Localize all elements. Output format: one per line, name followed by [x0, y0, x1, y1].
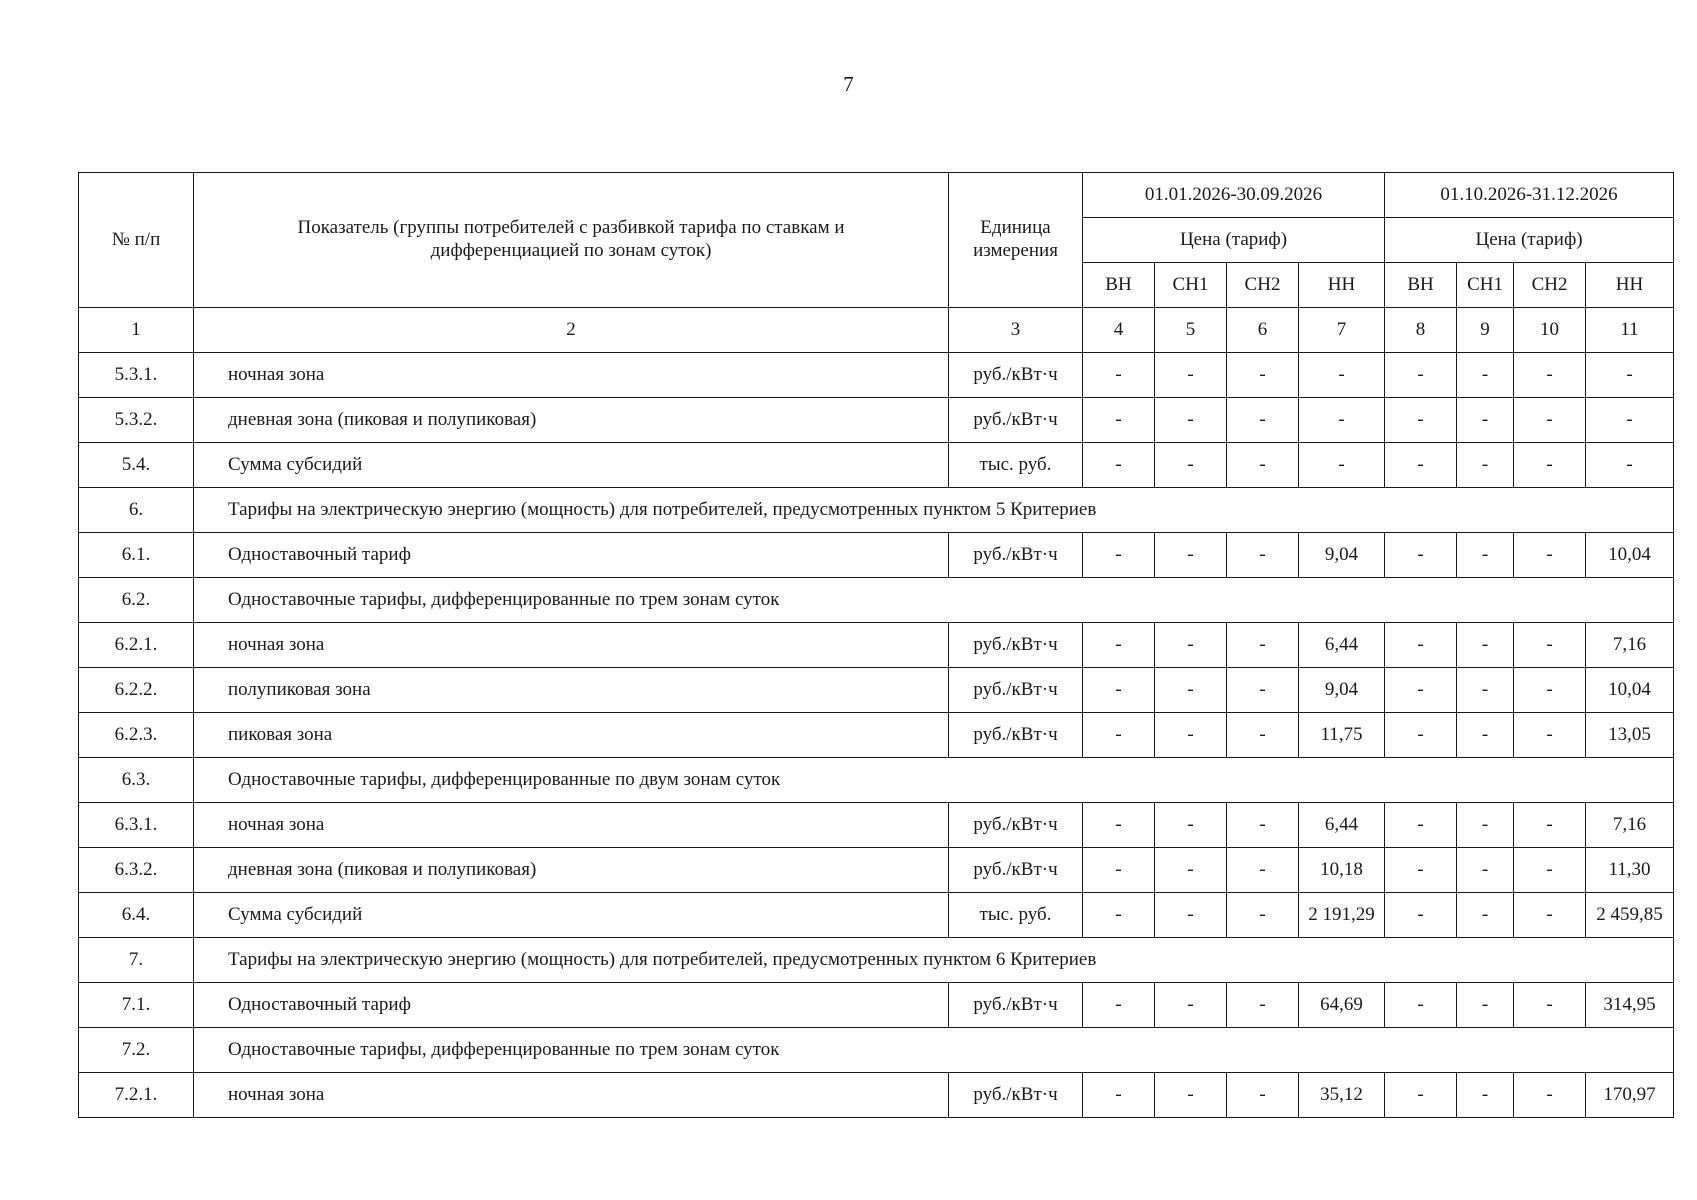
unit-cell: руб./кВт·ч	[949, 983, 1083, 1028]
value-cell: -	[1457, 353, 1514, 398]
header-num: № п/п	[79, 173, 194, 308]
unit-cell: руб./кВт·ч	[949, 1073, 1083, 1118]
value-cell: -	[1514, 443, 1586, 488]
indicator-name: Сумма субсидий	[194, 893, 949, 938]
row-number: 7.2.	[79, 1028, 194, 1073]
table-row	[79, 848, 1674, 893]
header-voltage: СН1	[1457, 263, 1514, 308]
header-row-column-numbers	[79, 308, 1674, 353]
column-number: 5	[1155, 308, 1227, 353]
indicator-name: ночная зона	[194, 353, 949, 398]
header-voltage: СН2	[1514, 263, 1586, 308]
value-cell: 64,69	[1299, 983, 1385, 1028]
section-row	[79, 758, 1674, 803]
value-cell: -	[1227, 1073, 1299, 1118]
value-cell: 9,04	[1299, 533, 1385, 578]
header-voltage: НН	[1586, 263, 1674, 308]
header-voltage: СН2	[1227, 263, 1299, 308]
value-cell: -	[1514, 848, 1586, 893]
value-cell: 9,04	[1299, 668, 1385, 713]
value-cell: -	[1385, 713, 1457, 758]
value-cell: 10,04	[1586, 668, 1674, 713]
section-title: Одноставочные тарифы, дифференцированные по трем зонам суток	[194, 578, 1674, 623]
value-cell: -	[1083, 353, 1155, 398]
column-number: 7	[1299, 308, 1385, 353]
value-cell: -	[1083, 893, 1155, 938]
value-cell: -	[1227, 533, 1299, 578]
value-cell: -	[1227, 443, 1299, 488]
value-cell: -	[1155, 893, 1227, 938]
table-row	[79, 398, 1674, 443]
value-cell: -	[1299, 398, 1385, 443]
section-row	[79, 578, 1674, 623]
unit-cell: тыс. руб.	[949, 893, 1083, 938]
value-cell: -	[1155, 1073, 1227, 1118]
value-cell: -	[1514, 893, 1586, 938]
value-cell: -	[1155, 353, 1227, 398]
header-voltage: ВН	[1385, 263, 1457, 308]
column-number: 6	[1227, 308, 1299, 353]
value-cell: -	[1385, 983, 1457, 1028]
value-cell: 10,18	[1299, 848, 1385, 893]
value-cell: -	[1385, 623, 1457, 668]
value-cell: -	[1514, 713, 1586, 758]
value-cell: -	[1586, 443, 1674, 488]
header-voltage: ВН	[1083, 263, 1155, 308]
value-cell: -	[1155, 848, 1227, 893]
row-number: 6.2.2.	[79, 668, 194, 713]
unit-cell: руб./кВт·ч	[949, 803, 1083, 848]
value-cell: -	[1457, 668, 1514, 713]
value-cell: -	[1457, 713, 1514, 758]
header-unit: Единица измерения	[949, 173, 1083, 308]
value-cell: 2 191,29	[1299, 893, 1385, 938]
value-cell: -	[1457, 848, 1514, 893]
value-cell: 13,05	[1586, 713, 1674, 758]
row-number: 7.	[79, 938, 194, 983]
value-cell: -	[1457, 623, 1514, 668]
unit-cell: руб./кВт·ч	[949, 533, 1083, 578]
table-row	[79, 668, 1674, 713]
column-number: 4	[1083, 308, 1155, 353]
header-voltage: НН	[1299, 263, 1385, 308]
value-cell: -	[1385, 533, 1457, 578]
row-number: 6.3.1.	[79, 803, 194, 848]
value-cell: -	[1385, 1073, 1457, 1118]
value-cell: -	[1227, 623, 1299, 668]
value-cell: -	[1083, 533, 1155, 578]
value-cell: -	[1227, 353, 1299, 398]
column-number: 2	[194, 308, 949, 353]
table-row	[79, 533, 1674, 578]
header-price-1: Цена (тариф)	[1083, 218, 1385, 263]
value-cell: -	[1514, 1073, 1586, 1118]
indicator-name: пиковая зона	[194, 713, 949, 758]
row-number: 6.3.	[79, 758, 194, 803]
indicator-name: Одноставочный тариф	[194, 533, 949, 578]
header-row-periods	[79, 173, 1674, 218]
section-title: Тарифы на электрическую энергию (мощность) для потребителей, предусмотренных пунктом 5 Критериев	[194, 488, 1674, 533]
row-number: 5.4.	[79, 443, 194, 488]
value-cell: -	[1083, 848, 1155, 893]
row-number: 5.3.2.	[79, 398, 194, 443]
column-number: 8	[1385, 308, 1457, 353]
table-row	[79, 443, 1674, 488]
value-cell: -	[1514, 353, 1586, 398]
unit-cell: руб./кВт·ч	[949, 398, 1083, 443]
value-cell: -	[1227, 398, 1299, 443]
table-row	[79, 1073, 1674, 1118]
indicator-name: ночная зона	[194, 803, 949, 848]
value-cell: -	[1385, 353, 1457, 398]
value-cell: -	[1155, 713, 1227, 758]
unit-cell: руб./кВт·ч	[949, 668, 1083, 713]
value-cell: -	[1514, 803, 1586, 848]
section-title: Одноставочные тарифы, дифференцированные по трем зонам суток	[194, 1028, 1674, 1073]
value-cell: -	[1385, 848, 1457, 893]
value-cell: -	[1514, 668, 1586, 713]
value-cell: -	[1155, 623, 1227, 668]
value-cell: 6,44	[1299, 623, 1385, 668]
unit-cell: руб./кВт·ч	[949, 848, 1083, 893]
value-cell: -	[1457, 893, 1514, 938]
header-period-2: 01.10.2026-31.12.2026	[1385, 173, 1674, 218]
row-number: 6.1.	[79, 533, 194, 578]
column-number: 10	[1514, 308, 1586, 353]
value-cell: -	[1083, 668, 1155, 713]
value-cell: -	[1155, 533, 1227, 578]
header-voltage: СН1	[1155, 263, 1227, 308]
indicator-name: ночная зона	[194, 623, 949, 668]
header-period-1: 01.01.2026-30.09.2026	[1083, 173, 1385, 218]
row-number: 6.2.1.	[79, 623, 194, 668]
unit-cell: тыс. руб.	[949, 443, 1083, 488]
row-number: 6.2.3.	[79, 713, 194, 758]
table-row	[79, 353, 1674, 398]
column-number: 1	[79, 308, 194, 353]
value-cell: -	[1227, 848, 1299, 893]
value-cell: -	[1457, 533, 1514, 578]
value-cell: 314,95	[1586, 983, 1674, 1028]
indicator-name: дневная зона (пиковая и полупиковая)	[194, 848, 949, 893]
column-number: 3	[949, 308, 1083, 353]
value-cell: -	[1457, 443, 1514, 488]
value-cell: -	[1457, 803, 1514, 848]
value-cell: 170,97	[1586, 1073, 1674, 1118]
row-number: 6.3.2.	[79, 848, 194, 893]
value-cell: 10,04	[1586, 533, 1674, 578]
indicator-name: ночная зона	[194, 1073, 949, 1118]
value-cell: -	[1227, 713, 1299, 758]
value-cell: 6,44	[1299, 803, 1385, 848]
section-row	[79, 938, 1674, 983]
value-cell: -	[1083, 983, 1155, 1028]
column-number: 9	[1457, 308, 1514, 353]
value-cell: -	[1083, 713, 1155, 758]
indicator-name: полупиковая зона	[194, 668, 949, 713]
page-number: 7	[843, 72, 854, 96]
value-cell: -	[1155, 803, 1227, 848]
table-row	[79, 983, 1674, 1028]
section-row	[79, 488, 1674, 533]
value-cell: -	[1514, 983, 1586, 1028]
value-cell: -	[1155, 983, 1227, 1028]
value-cell: -	[1514, 533, 1586, 578]
row-number: 7.2.1.	[79, 1073, 194, 1118]
value-cell: -	[1385, 668, 1457, 713]
column-number: 11	[1586, 308, 1674, 353]
value-cell: -	[1586, 398, 1674, 443]
indicator-name: дневная зона (пиковая и полупиковая)	[194, 398, 949, 443]
value-cell: -	[1385, 893, 1457, 938]
section-row	[79, 1028, 1674, 1073]
value-cell: 11,75	[1299, 713, 1385, 758]
value-cell: -	[1083, 623, 1155, 668]
value-cell: 7,16	[1586, 803, 1674, 848]
row-number: 7.1.	[79, 983, 194, 1028]
table-row	[79, 623, 1674, 668]
value-cell: 2 459,85	[1586, 893, 1674, 938]
table-row	[79, 893, 1674, 938]
section-title: Тарифы на электрическую энергию (мощность) для потребителей, предусмотренных пунктом 6 Критериев	[194, 938, 1674, 983]
value-cell: -	[1155, 668, 1227, 713]
table-body	[79, 353, 1674, 1118]
value-cell: -	[1083, 398, 1155, 443]
unit-cell: руб./кВт·ч	[949, 623, 1083, 668]
value-cell: 7,16	[1586, 623, 1674, 668]
value-cell: -	[1227, 668, 1299, 713]
value-cell: -	[1457, 398, 1514, 443]
unit-cell: руб./кВт·ч	[949, 353, 1083, 398]
value-cell: -	[1227, 983, 1299, 1028]
value-cell: -	[1299, 353, 1385, 398]
table-row	[79, 803, 1674, 848]
value-cell: -	[1083, 1073, 1155, 1118]
value-cell: -	[1457, 1073, 1514, 1118]
value-cell: -	[1385, 443, 1457, 488]
value-cell: -	[1083, 443, 1155, 488]
value-cell: -	[1155, 443, 1227, 488]
indicator-name: Сумма субсидий	[194, 443, 949, 488]
value-cell: -	[1083, 803, 1155, 848]
row-number: 6.4.	[79, 893, 194, 938]
value-cell: -	[1457, 983, 1514, 1028]
section-title: Одноставочные тарифы, дифференцированные по двум зонам суток	[194, 758, 1674, 803]
value-cell: -	[1514, 623, 1586, 668]
value-cell: 11,30	[1586, 848, 1674, 893]
tariff-table	[78, 172, 1674, 1118]
value-cell: -	[1155, 398, 1227, 443]
row-number: 6.	[79, 488, 194, 533]
header-price-2: Цена (тариф)	[1385, 218, 1674, 263]
table-row	[79, 713, 1674, 758]
header-indicator: Показатель (группы потребителей с разбивкой тарифа по ставкам и дифференциацией по зонам суток)	[194, 173, 949, 308]
value-cell: -	[1227, 893, 1299, 938]
value-cell: -	[1227, 803, 1299, 848]
indicator-name: Одноставочный тариф	[194, 983, 949, 1028]
unit-cell: руб./кВт·ч	[949, 713, 1083, 758]
row-number: 5.3.1.	[79, 353, 194, 398]
value-cell: 35,12	[1299, 1073, 1385, 1118]
value-cell: -	[1586, 353, 1674, 398]
value-cell: -	[1385, 398, 1457, 443]
value-cell: -	[1385, 803, 1457, 848]
value-cell: -	[1514, 398, 1586, 443]
row-number: 6.2.	[79, 578, 194, 623]
value-cell: -	[1299, 443, 1385, 488]
